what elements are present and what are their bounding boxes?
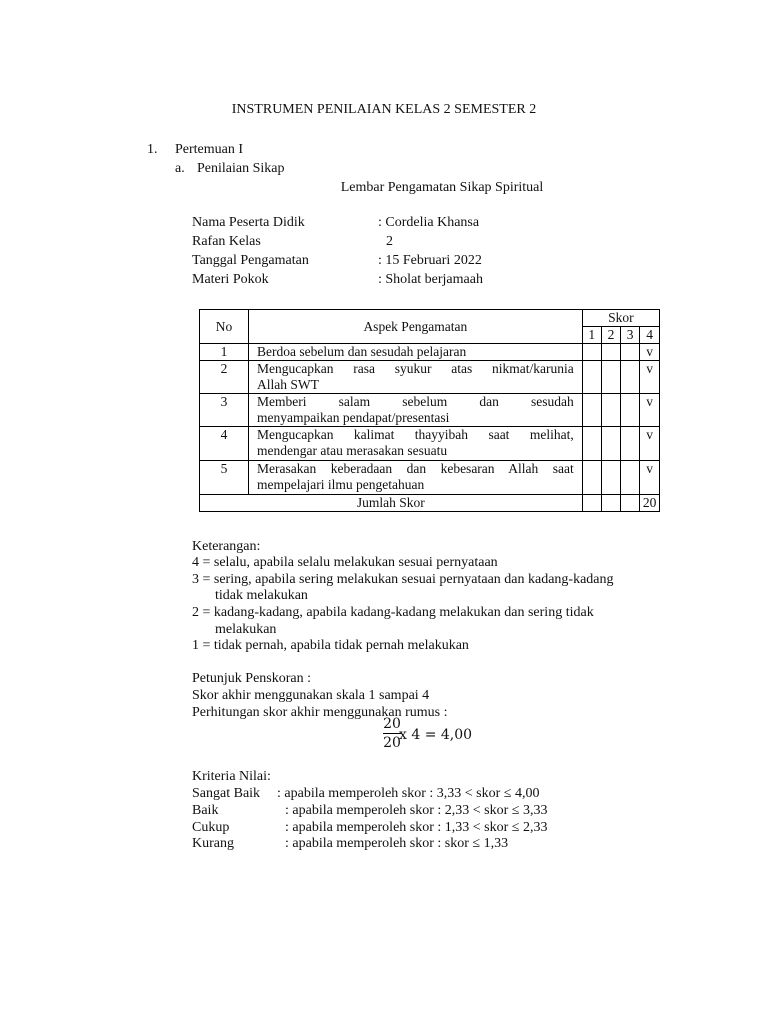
score-col-header: 3 (621, 327, 640, 344)
row-aspek (249, 361, 583, 394)
score-col-header: 2 (601, 327, 620, 344)
score-cell-4: v (640, 361, 660, 394)
row-aspek-line1: Mengucapkan rasa syukur atas nikmat/karunia (257, 361, 574, 376)
score-cell (621, 427, 640, 461)
row-no: 5 (200, 461, 249, 495)
table-row (200, 461, 660, 495)
score-cell-4: v (640, 461, 660, 495)
info-value: : 15 Februari 2022 (378, 253, 482, 268)
total-row (200, 495, 660, 512)
header-skor: Skor (582, 310, 659, 327)
score-cell (601, 461, 620, 495)
row-no: 2 (200, 361, 249, 394)
formula-denominator: 20 (383, 735, 401, 751)
row-aspek-line2: menyampaikan pendapat/presentasi (257, 410, 450, 425)
row-aspek-text: Berdoa sebelum dan sesudah pelajaran (257, 344, 467, 359)
row-no: 3 (200, 394, 249, 427)
score-cell (621, 461, 640, 495)
kriteria-label: Kurang (192, 836, 234, 851)
score-cell (601, 495, 620, 512)
keterangan-line: 1 = tidak pernah, apabila tidak pernah melakukan (192, 638, 469, 653)
page-title: INSTRUMEN PENILAIAN KELAS 2 SEMESTER 2 (231, 102, 537, 117)
score-col-header: 4 (640, 327, 660, 344)
score-cell (601, 344, 620, 361)
score-cell (621, 394, 640, 427)
table-row (200, 361, 660, 394)
subsection-letter: a. (175, 161, 185, 176)
keterangan-line: 3 = sering, apabila sering melakukan sesuai pernyataan dan kadang-kadang (192, 572, 614, 587)
info-value: 2 (386, 234, 393, 249)
header-aspek: Aspek Pengamatan (249, 310, 583, 344)
kriteria-text: : apabila memperoleh skor : 2,33 < skor ≤ 3,33 (285, 803, 548, 818)
info-label: Nama Peserta Didik (192, 215, 305, 230)
table-row (200, 344, 660, 361)
kriteria-text: : apabila memperoleh skor : 1,33 < skor ≤ 2,33 (285, 820, 548, 835)
score-cell (621, 495, 640, 512)
table-row (200, 394, 660, 427)
row-aspek-line1: Merasakan keberadaan dan kebesaran Allah saat (257, 461, 574, 476)
sheet-subtitle: Lembar Pengamatan Sikap Spiritual (340, 180, 544, 195)
petunjuk-line: Skor akhir menggunakan skala 1 sampai 4 (192, 688, 430, 703)
keterangan-heading: Keterangan: (192, 539, 261, 554)
kriteria-text: : apabila memperoleh skor : 3,33 < skor ≤ 4,00 (277, 786, 540, 801)
row-no: 1 (200, 344, 249, 361)
kriteria-heading: Kriteria Nilai: (192, 769, 271, 784)
score-cell (601, 427, 620, 461)
score-cell (621, 361, 640, 394)
score-cell (582, 427, 601, 461)
header-no: No (200, 310, 249, 344)
section-number: 1. (147, 142, 158, 157)
observation-table (199, 309, 660, 512)
kriteria-text: : apabila memperoleh skor : skor ≤ 1,33 (285, 836, 509, 851)
row-aspek-line2: mempelajari ilmu pengetahuan (257, 477, 425, 492)
kriteria-label: Sangat Baik (192, 786, 261, 801)
info-label: Rafan Kelas (192, 234, 261, 249)
score-cell-4: v (640, 394, 660, 427)
total-label: Jumlah Skor (200, 495, 583, 512)
score-cell-4: v (640, 344, 660, 361)
info-value: : Cordelia Khansa (378, 215, 480, 230)
score-cell (582, 361, 601, 394)
row-aspek (249, 427, 583, 461)
keterangan-line: tidak melakukan (215, 588, 308, 603)
row-no: 4 (200, 427, 249, 461)
keterangan-line: 4 = selalu, apabila selalu melakukan sesuai pernyataan (192, 555, 498, 570)
row-aspek-line2: Allah SWT (257, 377, 319, 392)
formula-numerator: 20 (383, 716, 401, 732)
row-aspek (249, 344, 583, 361)
kriteria-label: Cukup (192, 820, 230, 835)
score-cell (601, 394, 620, 427)
petunjuk-heading: Petunjuk Penskoran : (192, 671, 311, 686)
kriteria-label: Baik (192, 803, 219, 818)
info-label: Tanggal Pengamatan (192, 253, 309, 268)
row-aspek (249, 394, 583, 427)
score-cell (582, 495, 601, 512)
row-aspek-line1: Mengucapkan kalimat thayyibah saat melihat, (257, 427, 574, 442)
score-col-header: 1 (582, 327, 601, 344)
info-value: : Sholat berjamaah (378, 272, 483, 287)
formula-rest: x 4 = 4,00 (399, 727, 473, 743)
score-cell-4: v (640, 427, 660, 461)
score-cell (582, 461, 601, 495)
section-label: Pertemuan I (175, 142, 244, 157)
keterangan-line: 2 = kadang-kadang, apabila kadang-kadang melakukan dan sering tidak (192, 605, 594, 620)
info-label: Materi Pokok (192, 272, 269, 287)
row-aspek (249, 461, 583, 495)
score-cell (582, 394, 601, 427)
row-aspek-line1: Memberi salam sebelum dan sesudah (257, 394, 574, 409)
petunjuk-line: Perhitungan skor akhir menggunakan rumus : (192, 705, 448, 720)
table-row (200, 427, 660, 461)
score-cell (621, 344, 640, 361)
score-cell (582, 344, 601, 361)
score-cell (601, 361, 620, 394)
row-aspek-line2: mendengar atau merasakan sesuatu (257, 443, 448, 458)
subsection-label: Penilaian Sikap (197, 161, 285, 176)
total-value: 20 (640, 495, 660, 512)
keterangan-line: melakukan (215, 622, 277, 637)
